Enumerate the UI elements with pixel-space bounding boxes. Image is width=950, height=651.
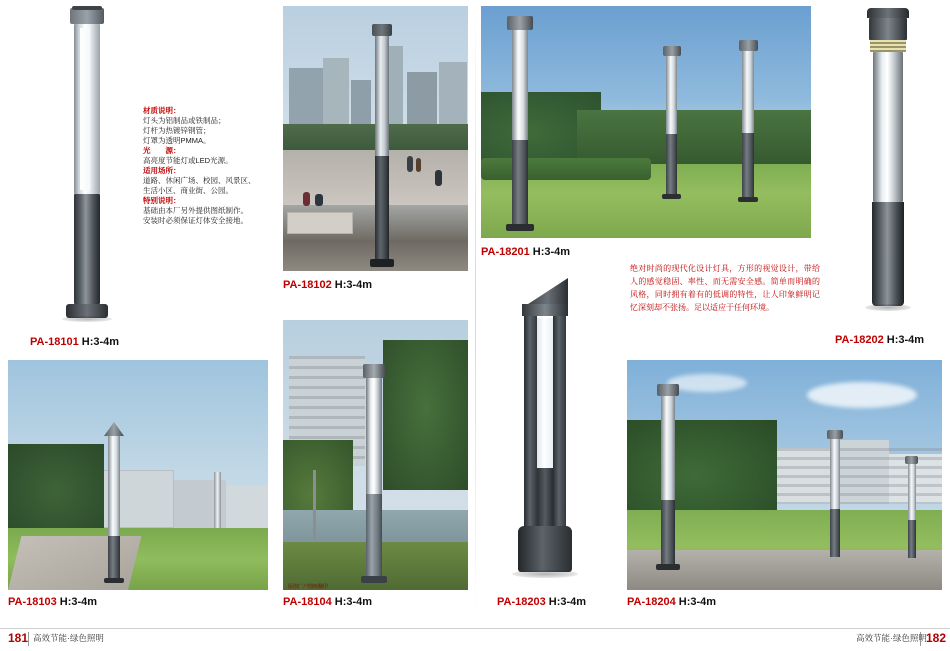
lamp-lower-pole — [666, 134, 677, 196]
lamp-cap — [827, 430, 843, 439]
spec-text-block — [143, 106, 273, 226]
product-height: H:3-4m — [886, 334, 925, 346]
lamp-base — [506, 224, 534, 231]
lamp-upper-column — [830, 439, 840, 509]
lamp-lower-pole — [661, 500, 675, 566]
lamp-base — [361, 576, 387, 583]
lamp-lower-pole — [908, 520, 916, 558]
photo-person — [435, 170, 442, 186]
lamp-cap — [372, 24, 392, 36]
product-id: PA-18104 — [283, 596, 332, 608]
lamp-lower-pole — [830, 509, 840, 557]
product-image-pa-18102 — [283, 6, 468, 271]
photo-hedge — [481, 158, 651, 180]
product-height: H:3-4m — [532, 246, 571, 258]
lamp-upper-column — [108, 436, 120, 536]
spec-line-5: 高亮度节能灯或LED光源。 — [143, 156, 233, 165]
image-note: 原创厂户图纸翻印 — [288, 584, 329, 590]
photo-person — [407, 156, 413, 172]
lamp-upper-column — [873, 52, 903, 202]
caption-pa-18204 — [627, 596, 716, 608]
footer-rule-left — [28, 632, 29, 646]
spec-line-8: 生活小区、商业街、公园。 — [143, 186, 233, 195]
lamp-lower-pole — [512, 140, 528, 226]
lamp-lower-pole — [74, 194, 100, 304]
lamp-cap — [739, 40, 758, 51]
lamp-light-strip — [537, 318, 553, 468]
product-id: PA-18201 — [481, 246, 530, 258]
lamp-base-shadow — [865, 304, 911, 311]
page-gutter — [475, 0, 476, 620]
lamp-base — [662, 194, 681, 199]
product-image-pa-18101 — [40, 6, 150, 326]
lamp-cap — [657, 384, 679, 396]
product-id: PA-18102 — [283, 279, 332, 291]
lamp-upper-column — [375, 36, 389, 156]
product-id: PA-18103 — [8, 596, 57, 608]
lamp-upper-column — [661, 396, 675, 500]
product-height: H:3-4m — [678, 596, 717, 608]
product-image-pa-18202 — [845, 6, 935, 326]
lamp-cap-top — [867, 8, 909, 18]
lamp-upper-column — [214, 472, 221, 528]
lamp-base-shadow — [512, 570, 578, 578]
footer-text-left: 高效节能·绿色照明 — [33, 633, 104, 643]
caption-pa-18103 — [8, 596, 97, 608]
product-height: H:3-4m — [334, 279, 373, 291]
lamp-base — [738, 197, 758, 202]
lamp-lower-pole — [872, 202, 904, 306]
lamp-cap — [70, 8, 104, 24]
photo-trees — [383, 340, 468, 490]
lamp-lower-pole — [375, 156, 389, 261]
lamp-cap — [507, 16, 533, 30]
lamp-right-arm — [553, 316, 566, 526]
spec-line-4: 光 源： — [143, 146, 181, 155]
spec-line-10: 基础由本厂另外提供图纸制作。 — [143, 206, 248, 215]
lamp-base-shadow — [62, 316, 112, 322]
description-text: 绝对时尚的现代化设计灯具，方形的视觉设计，带给人的感觉稳固、率性、而无需安全感。简单而明确的风格，同时拥有着有的低调的特性，让人印象鲜明记忆深刻却不张扬。足以适应于任何环境。 — [630, 264, 820, 312]
photo-building — [226, 486, 268, 528]
photo-trees — [627, 420, 777, 520]
lamp-cap — [905, 456, 918, 464]
caption-pa-18101 — [30, 336, 119, 348]
photo-cloud — [807, 382, 917, 408]
lamp-upper-column — [666, 56, 677, 134]
product-height: H:3-4m — [548, 596, 587, 608]
lamp-upper-column — [366, 378, 382, 494]
photo-person — [416, 158, 421, 172]
product-height: H:3-4m — [81, 336, 120, 348]
product-image-pa-18204 — [627, 360, 942, 590]
photo-pole — [313, 470, 316, 540]
photo-person — [315, 194, 323, 206]
product-image-pa-18103 — [8, 360, 268, 590]
lamp-base — [104, 578, 124, 583]
spec-line-3: 灯罩为透明PMMA。 — [143, 136, 211, 145]
lamp-head-housing — [869, 18, 907, 40]
lamp-lower-pole — [108, 536, 120, 580]
product-image-pa-18201 — [481, 6, 811, 238]
footer-divider — [0, 628, 950, 629]
caption-pa-18202 — [835, 334, 924, 346]
lamp-light-strip — [80, 28, 90, 190]
caption-pa-18203 — [497, 596, 586, 608]
lamp-upper-column — [512, 30, 528, 140]
caption-pa-18104 — [283, 596, 372, 608]
lamp-grille — [870, 40, 906, 52]
product-id: PA-18202 — [835, 334, 884, 346]
spec-line-0: 材质说明： — [143, 106, 181, 115]
product-image-pa-18203 — [500, 270, 590, 590]
caption-pa-18201 — [481, 246, 570, 258]
product-height: H:3-4m — [59, 596, 98, 608]
lamp-upper-column — [742, 51, 754, 133]
spec-line-6: 适用场所： — [143, 166, 181, 175]
lamp-lower-pole — [537, 468, 553, 526]
product-height: H:3-4m — [334, 596, 373, 608]
lamp-lower-pole — [366, 494, 382, 578]
spec-line-7: 道路、休闲广场、校园、风景区、 — [143, 176, 256, 185]
lamp-cap-top — [72, 6, 102, 10]
lamp-left-arm — [524, 316, 537, 526]
product-id: PA-18101 — [30, 336, 79, 348]
lamp-head-housing — [522, 304, 568, 316]
product-image-pa-18104 — [283, 320, 468, 590]
lamp-lower-pole — [742, 133, 754, 199]
page-number-right: 182 — [926, 631, 947, 645]
photo-person — [303, 192, 310, 206]
photo-trees — [8, 444, 104, 530]
lamp-base — [518, 526, 572, 572]
lamp-cap — [363, 364, 385, 378]
spec-line-1: 灯头为铝制品或铁制品； — [143, 116, 226, 125]
spec-line-9: 特别说明： — [143, 196, 181, 205]
page-number-left: 181 — [8, 631, 29, 645]
product-id: PA-18204 — [627, 596, 676, 608]
footer-text-right: 高效节能·绿色照明 — [856, 633, 927, 643]
spec-line-11: 安装时必须保证灯体安全接地。 — [143, 216, 248, 225]
spec-line-2: 灯杆为热镀锌钢管； — [143, 126, 211, 135]
lamp-base — [656, 564, 680, 570]
lamp-cap — [663, 46, 681, 56]
photo-bench — [287, 212, 353, 234]
lamp-upper-column — [908, 464, 916, 520]
lamp-base — [370, 259, 394, 267]
photo-cloud — [667, 374, 747, 392]
caption-pa-18102 — [283, 279, 372, 291]
product-id: PA-18203 — [497, 596, 546, 608]
